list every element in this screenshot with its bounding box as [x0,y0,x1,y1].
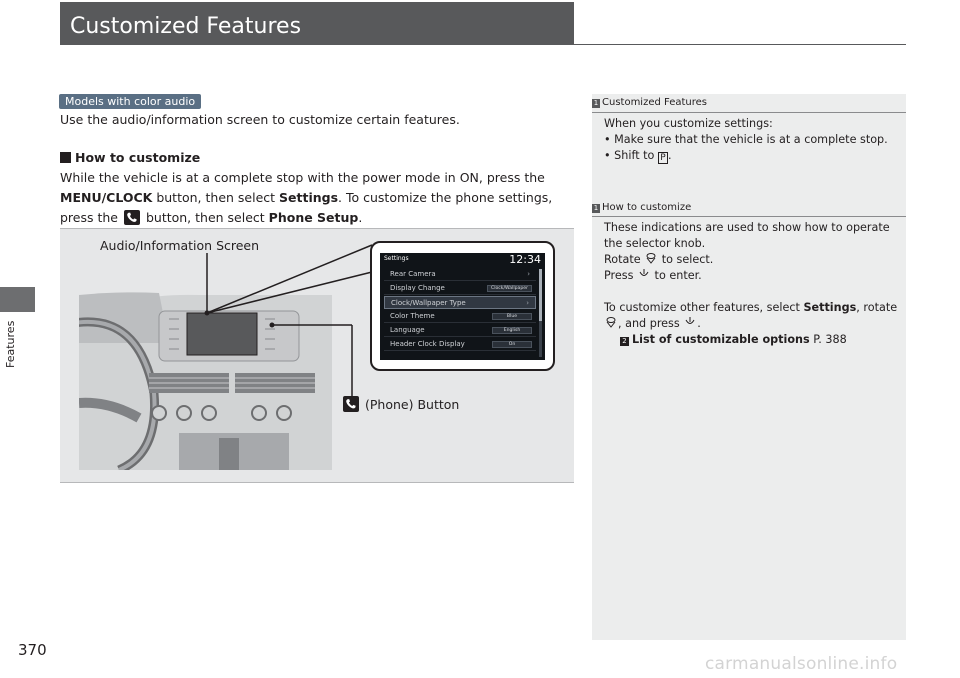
cross-reference[interactable]: 2 List of customizable options P. 388 [604,332,900,348]
body-line-2: MENU/CLOCK button, then select Settings. To customize the phone settings, [60,190,553,205]
settings-screen-illustration [370,241,555,371]
screen-row: Header Clock Display On [384,338,536,351]
page-number: 370 [18,641,47,659]
reference-link[interactable]: List of customizable options [632,333,810,346]
intro-text: Use the audio/information screen to customize certain features. [60,112,460,127]
settings-label: Settings [279,190,339,205]
phone-setup-label: Phone Setup [268,210,359,225]
note-rule [592,112,906,113]
section-tab-label: Features [4,320,17,368]
callout-phone-label: (Phone) Button [365,396,460,412]
note-title-customized-features: 1 Customized Features [593,97,708,108]
note-bullet: • Shift to P . [604,149,672,163]
selector-knob-press-icon [683,316,697,328]
selector-knob-rotate-icon [604,316,618,328]
body-line-1: While the vehicle is at a complete stop with the power mode in ON, press the [60,170,545,185]
note-title-how-to-customize: 1 How to customize [593,202,692,213]
note-marker-icon: 1 [593,204,599,212]
chevron-right-icon: › [526,299,529,307]
screen-row-selected: Clock/Wallpaper Type › [384,296,536,309]
chevron-right-icon: › [527,270,530,278]
park-position-box: P [658,152,668,164]
screen-header: Settings [380,253,545,265]
heading-text: How to customize [75,150,201,165]
notes-sidebar [592,94,906,640]
body-line-3: press the button, then select Phone Setup. [60,210,363,225]
note-marker-icon: 1 [593,99,599,107]
screen-row: Color Theme Blue [384,310,536,323]
screen-row: Language English [384,324,536,337]
screen-row: Display Change Clock/Wallpaper [384,282,536,295]
menu-clock-label: MENU/CLOCK [60,190,153,205]
screen-scrollbar-thumb [539,269,542,321]
selector-knob-rotate-icon [644,252,658,264]
note-1-text: When you customize settings: • Make sure that the vehicle is at a complete stop. • Shift to P . [604,116,900,164]
selector-knob-press-icon [637,268,651,280]
watermark: carmanualsonline.info [705,654,898,674]
callout-phone-button [343,396,459,412]
note-2-text: These indications are used to show how to operate the selector knob. Rotate to select. Press to enter. To customize other features, select Settings, rotate , and press . 2 List of customizable options P. 388 [604,220,900,348]
model-badge: Models with color audio [59,94,201,109]
screen-display [380,253,545,360]
phone-icon [343,396,359,412]
note-rule [592,216,906,217]
note-bullet: • Make sure that the vehicle is at a complete stop. [604,133,888,146]
screen-clock: 12:34 [509,253,541,266]
page-title: Customized Features [70,14,302,39]
callout-audio-screen: Audio/Information Screen [100,238,260,253]
reference-arrow-icon: 2 [620,337,629,346]
screen-row: Rear Camera › [384,268,536,281]
